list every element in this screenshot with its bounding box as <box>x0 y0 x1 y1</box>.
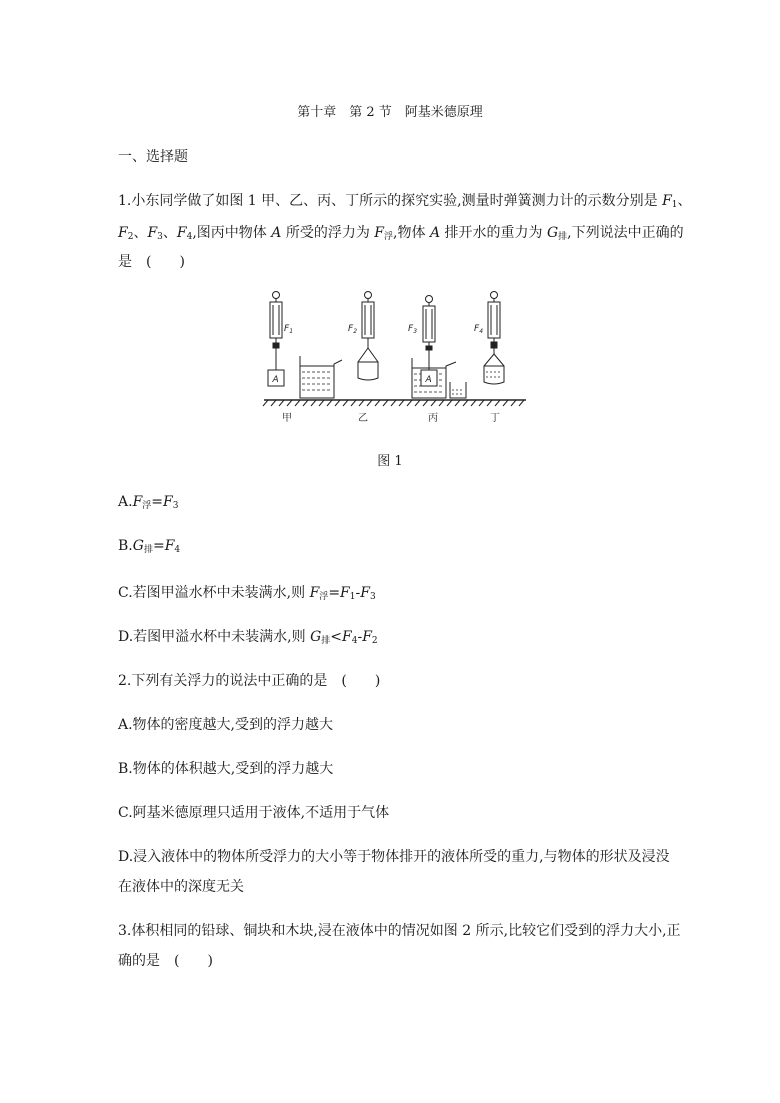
sub: 3 <box>172 501 179 511</box>
q1-option-b <box>118 538 180 555</box>
var-F: F <box>309 585 320 601</box>
punct: 、 <box>133 225 148 241</box>
q1-option-c <box>118 582 376 602</box>
q1-text: 1.小东同学做了如图 1 甲、乙、丙、丁所示的探究实验,测量时弹簧测力计的示数分别是 <box>118 193 663 209</box>
label-F3: $F_3$ <box>408 324 418 335</box>
q1-line-2 <box>118 222 684 242</box>
q2-option-d-line-2: 在液体中的深度无关 <box>118 879 244 895</box>
option-text: A. <box>118 494 133 510</box>
label-bing: 丙 <box>428 413 438 424</box>
page-title: 第十章 第 2 节 阿基米德原理 <box>297 105 483 120</box>
var-F: F <box>176 225 187 241</box>
section-heading: 一、选择题 <box>118 149 188 165</box>
sub: 排 <box>143 545 153 555</box>
option-text: B. <box>118 538 133 554</box>
op: = <box>328 585 341 601</box>
spring-scale-bing <box>421 296 437 387</box>
sub: 1 <box>349 592 356 602</box>
var-F: F <box>662 193 672 209</box>
label-A-bing: A <box>425 375 432 385</box>
var-A: A <box>429 225 441 241</box>
q2-option-c: C.阿基米德原理只适用于液体,不适用于气体 <box>118 805 390 821</box>
overflow-cup-jia <box>300 356 342 398</box>
punct: 、 <box>162 225 177 241</box>
q1-line-3: 是 ( ) <box>118 254 185 270</box>
sub: 2 <box>127 232 134 242</box>
q1-text: ,图丙中物体 <box>192 225 272 241</box>
q1-text: 排开水的重力为 <box>440 225 547 241</box>
q1-text: 所受的浮力为 <box>281 225 375 241</box>
q2-stem: 2.下列有关浮力的说法中正确的是 ( ) <box>118 673 381 689</box>
spring-scale-ding <box>484 292 504 385</box>
label-F1: $F_1$ <box>284 324 294 335</box>
small-beaker-bing <box>450 382 466 398</box>
var-F: F <box>163 494 173 510</box>
ground-hatch <box>263 400 524 406</box>
var-G: G <box>310 629 322 645</box>
q3-line-2: 确的是 ( ) <box>118 953 213 969</box>
figure-1-caption: 图 1 <box>377 454 403 469</box>
q2-option-a: A.物体的密度越大,受到的浮力越大 <box>118 717 334 733</box>
sub: 3 <box>157 232 163 242</box>
q1-line-1 <box>118 190 692 210</box>
var-F: F <box>164 538 175 554</box>
var-F: F <box>147 225 158 241</box>
sub: 排 <box>558 232 568 242</box>
q1-text: ,下列说法中正确的 <box>567 225 684 241</box>
sub: 浮 <box>384 232 394 242</box>
op: - <box>357 629 363 645</box>
spring-scale-jia <box>268 292 284 387</box>
var-G: G <box>546 225 559 241</box>
op: = <box>152 538 165 554</box>
sub: 4 <box>351 636 358 646</box>
var-G: G <box>132 538 144 554</box>
sub: 3 <box>369 592 376 602</box>
sub: 4 <box>186 232 193 242</box>
label-yi: 乙 <box>358 413 368 424</box>
op: < <box>330 629 343 645</box>
q3-line-1: 3.体积相同的铅球、铜块和木块,浸在液体中的情况如图 2 所示,比较它们受到的浮力大小,正 <box>118 923 681 939</box>
spring-scale-yi <box>358 292 378 381</box>
punct: 、 <box>677 193 692 209</box>
option-text: C.若图甲溢水杯中未装满水,则 <box>118 585 310 601</box>
var-F: F <box>374 225 385 241</box>
var-F: F <box>360 585 370 601</box>
sub: 浮 <box>319 592 329 602</box>
sub: 2 <box>371 636 378 646</box>
q1-option-a <box>118 494 178 511</box>
label-ding: 丁 <box>490 413 500 424</box>
label-F4: $F_4$ <box>474 324 484 335</box>
sub: 1 <box>671 200 678 210</box>
var-F: F <box>362 629 372 645</box>
q2-option-d-line-1: D.浸入液体中的物体所受浮力的大小等于物体排开的液体所受的重力,与物体的形状及浸没 <box>118 849 670 865</box>
op: = <box>151 494 164 510</box>
sub: 4 <box>174 545 181 555</box>
var-A: A <box>271 225 282 241</box>
var-F: F <box>340 585 350 601</box>
label-A-jia: A <box>272 375 279 385</box>
sub: 浮 <box>142 501 152 511</box>
label-F2: $F_2$ <box>348 324 358 335</box>
var-F: F <box>118 225 128 241</box>
option-text: D.若图甲溢水杯中未装满水,则 <box>118 629 311 645</box>
var-F: F <box>342 629 352 645</box>
sub: 排 <box>321 636 331 646</box>
figure-1-diagram <box>262 286 528 428</box>
var-F: F <box>132 494 143 510</box>
label-jia: 甲 <box>282 413 292 424</box>
q1-option-d <box>118 626 378 646</box>
q1-text: ,物体 <box>393 225 430 241</box>
q2-option-b: B.物体的体积越大,受到的浮力越大 <box>118 761 334 777</box>
op: - <box>355 585 361 601</box>
